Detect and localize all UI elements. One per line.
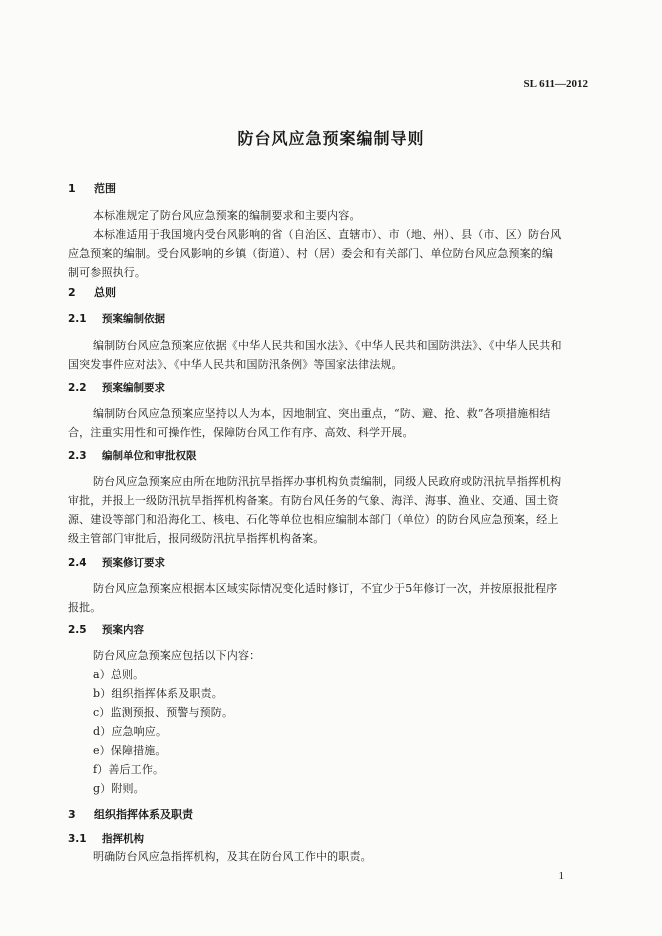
section-title: 组织指挥体系及职责 — [94, 808, 193, 821]
document-title: 防台风应急预案编制导则 — [237, 129, 425, 148]
paragraph: 本标准规定了防台风应急预案的编制要求和主要内容。 — [93, 209, 361, 222]
list-item: e）保障措施。 — [93, 744, 167, 757]
paragraph-line: 编制防台风应急预案应依据《中华人民共和国水法》、《中华人民共和国防洪法》、《中华人民共和 — [93, 339, 562, 352]
paragraph-line: 审批，并报上一级防汛抗旱指挥机构备案。有防台风任务的气象、海洋、海事、渔业、交通、国土资 — [68, 494, 559, 507]
paragraph-line: 编制防台风应急预案应坚持以人为本，因地制宜、突出重点，“防、避、抢、救”各项措施相结 — [93, 407, 551, 420]
subsection-2-1-heading — [68, 311, 165, 326]
section-title: 编制单位和审批权限 — [102, 450, 197, 462]
list-item: c）监测预报、预警与预防。 — [93, 706, 234, 719]
section-title: 指挥机构 — [102, 833, 144, 845]
section-1-heading — [68, 180, 116, 196]
section-number: 1 — [68, 182, 76, 195]
section-3-heading — [68, 806, 193, 822]
section-title: 预案编制依据 — [102, 313, 165, 325]
subsection-3-1-heading — [68, 831, 144, 846]
section-2-heading — [68, 284, 116, 300]
paragraph: 明确防台风应急指挥机构，及其在防台风工作中的职责。 — [93, 850, 372, 863]
subsection-2-5-heading — [68, 622, 144, 637]
section-number: 2.1 — [68, 313, 87, 325]
section-number: 2 — [68, 286, 76, 299]
paragraph-line: 合，注重实用性和可操作性，保障防台风工作有序、高效、科学开展。 — [68, 426, 414, 439]
section-title: 范围 — [94, 182, 116, 195]
section-number: 2.4 — [68, 557, 87, 569]
paragraph-line: 报批。 — [68, 601, 102, 614]
page-number: 1 — [558, 870, 564, 882]
section-number: 2.3 — [68, 450, 87, 462]
section-title: 总则 — [94, 286, 116, 299]
paragraph-line: 源、建设等部门和沿海化工、核电、石化等单位也相应编制本部门（单位）的防台风应急预案，经上 — [68, 513, 559, 526]
section-title: 预案编制要求 — [102, 382, 165, 394]
section-title: 预案修订要求 — [102, 557, 165, 569]
section-number: 2.2 — [68, 382, 87, 394]
paragraph: 防台风应急预案应包括以下内容： — [93, 649, 261, 662]
subsection-2-2-heading — [68, 380, 165, 395]
list-item: a）总则。 — [93, 668, 145, 681]
section-number: 3.1 — [68, 833, 87, 845]
paragraph-line: 制可参照执行。 — [68, 266, 147, 279]
paragraph-line: 应急预案的编制。受台风影响的乡镇（街道）、村（居）委会和有关部门、单位防台风应急预案的编 — [68, 247, 554, 260]
paragraph-line: 防台风应急预案应由所在地防汛抗旱指挥办事机构负责编制，同级人民政府或防汛抗旱指挥机构 — [93, 475, 562, 488]
list-item: d）应急响应。 — [93, 725, 168, 738]
list-item: g）附则。 — [93, 782, 145, 795]
paragraph-line: 级主管部门审批后，报同级防汛抗旱指挥机构备案。 — [68, 532, 325, 545]
section-number: 3 — [68, 808, 76, 821]
list-item: f）善后工作。 — [93, 763, 165, 776]
section-number: 2.5 — [68, 624, 87, 636]
paragraph-line: 本标准适用于我国境内受台风影响的省（自治区、直辖市）、市（地、州）、县（市、区）防台风 — [93, 228, 562, 241]
list-item: b）组织指挥体系及职责。 — [93, 687, 223, 700]
paragraph-line: 防台风应急预案应根据本区域实际情况变化适时修订，不宜少于5年修订一次，并按原报批程序 — [93, 582, 558, 595]
standard-code: SL 611—2012 — [523, 78, 588, 90]
subsection-2-3-heading — [68, 448, 197, 463]
subsection-2-4-heading — [68, 555, 165, 570]
paragraph-line: 国突发事件应对法》、《中华人民共和国防汛条例》等国家法律法规。 — [68, 358, 403, 371]
section-title: 预案内容 — [102, 624, 144, 636]
